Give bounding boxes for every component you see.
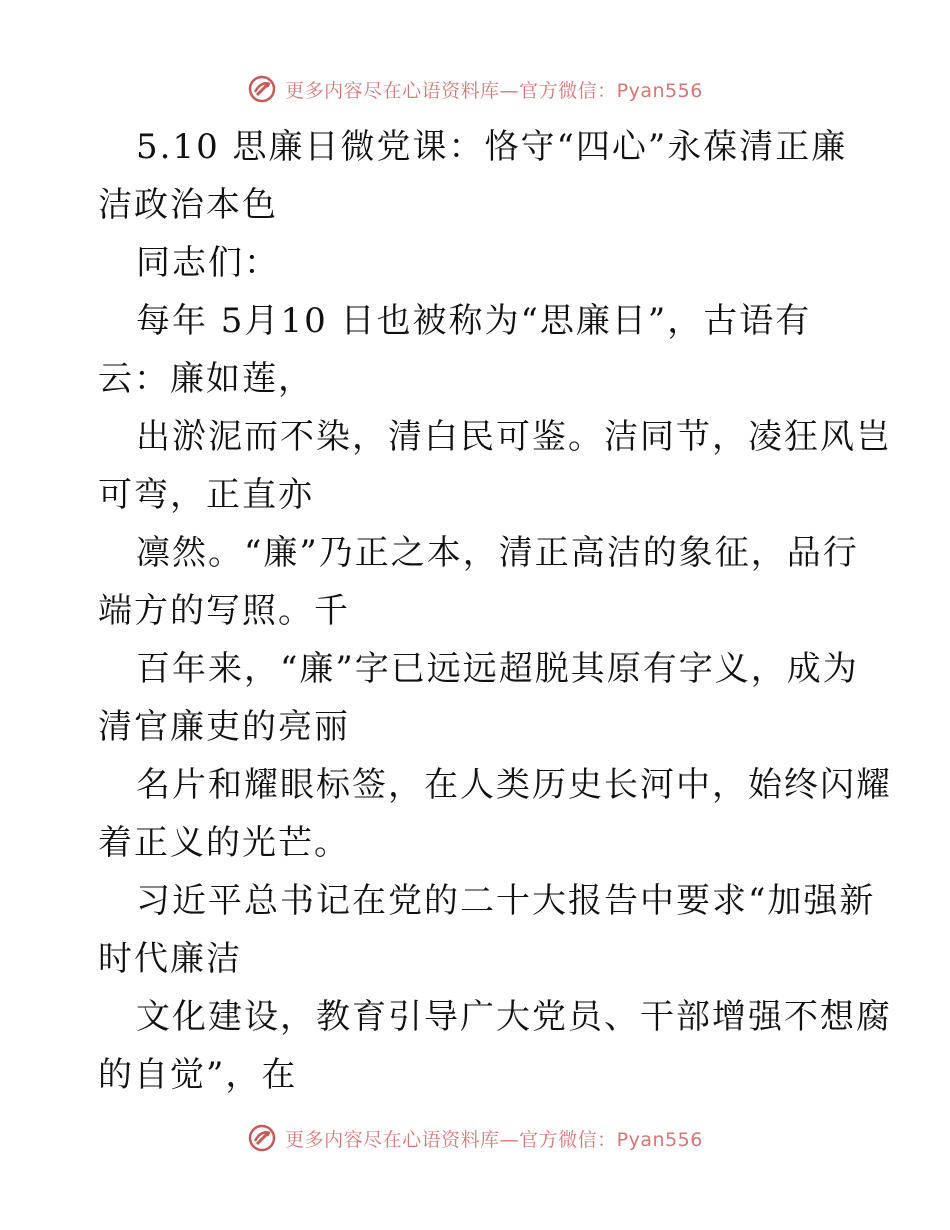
paragraph-line: 云：廉如莲， xyxy=(98,359,314,399)
paragraph-line: 可弯，正直亦 xyxy=(98,475,314,515)
paragraph-line: 出淤泥而不染，清白民可鉴。洁同节，凌狂风岂 xyxy=(136,417,892,457)
paragraph-line: 习近平总书记在党的二十大报告中要求“加强新 xyxy=(136,881,876,921)
footer-watermark xyxy=(0,1123,950,1153)
salutation: 同志们： xyxy=(136,243,280,283)
paragraph-line: 着正义的光芒。 xyxy=(98,823,350,863)
title-line-1: 5.10 思廉日微党课：恪守“四心”永葆清正廉 xyxy=(136,127,848,167)
paragraph-line: 每年 5月10 日也被称为“思廉日”，古语有 xyxy=(136,301,812,341)
paragraph-line: 时代廉洁 xyxy=(98,939,242,979)
header-watermark xyxy=(0,74,950,104)
paragraph-line: 清官廉吏的亮丽 xyxy=(98,707,350,747)
title-line-2: 洁政治本色 xyxy=(98,185,278,225)
watermark-text: 更多内容尽在心语资料库—官方微信：Pyan556 xyxy=(285,79,703,102)
watermark-text: 更多内容尽在心语资料库—官方微信：Pyan556 xyxy=(285,1128,703,1151)
paragraph-line: 凛然。“廉”乃正之本，清正高洁的象征，品行 xyxy=(136,533,859,573)
paragraph-line: 文化建设，教育引导广大党员、干部增强不想腐 xyxy=(136,997,892,1037)
paragraph-line: 百年来，“廉”字已远远超脱其原有字义，成为 xyxy=(136,649,859,689)
watermark-logo-icon xyxy=(247,1123,277,1153)
document-body xyxy=(98,118,892,1104)
paragraph-line: 名片和耀眼标签，在人类历史长河中，始终闪耀 xyxy=(136,765,892,805)
paragraph-line: 的自觉”，在 xyxy=(98,1055,298,1095)
paragraph-line: 端方的写照。千 xyxy=(98,591,350,631)
watermark-logo-icon xyxy=(247,74,277,104)
